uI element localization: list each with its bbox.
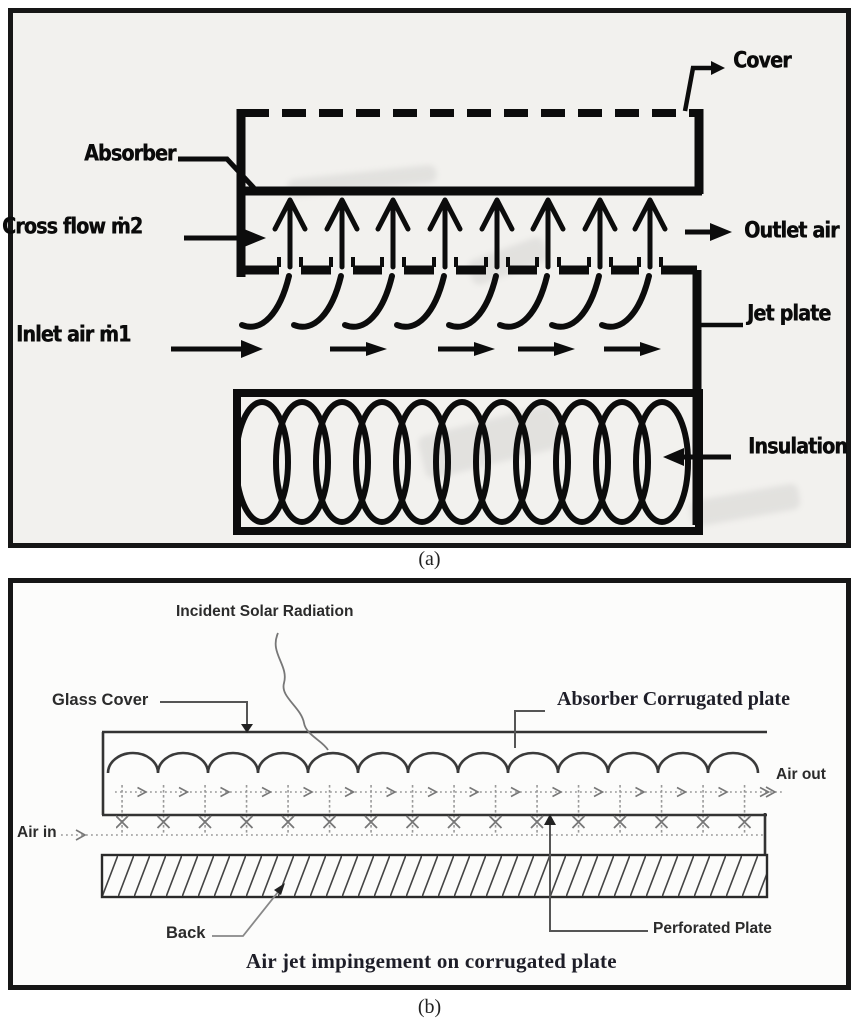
air-in-label: Air in [17, 824, 57, 841]
absorber-label: Absorber [84, 141, 176, 167]
jet-arrows [275, 200, 665, 267]
jet-plate-label: Jet plate [747, 301, 831, 327]
insulation-coil [236, 402, 688, 522]
jet-plate-line [241, 257, 697, 270]
cover-label: Cover [733, 48, 791, 74]
glass-cover-label: Glass Cover [52, 691, 149, 709]
back-plate-hatched [102, 855, 767, 897]
perforation-x-marks [116, 814, 756, 830]
back-label: Back [166, 924, 206, 942]
air-out-label: Air out [776, 766, 826, 783]
outlet-air-label: Outlet air [744, 218, 839, 244]
incident-solar-radiation-label: Incident Solar Radiation [176, 603, 354, 620]
corrugated-absorber-wave [108, 753, 758, 773]
panel-a-caption: (a) [418, 548, 441, 570]
absorber-corrugated-plate-label: Absorber Corrugated plate [557, 688, 790, 710]
glass-cover-leader-arrow [160, 702, 253, 733]
insulation-box [237, 393, 699, 531]
cross-flow-arrow [184, 229, 266, 247]
panel-b [8, 578, 851, 990]
panel-b-diagram-caption: Air jet impingement on corrugated plate [246, 949, 617, 973]
panel-b-caption: (b) [417, 996, 442, 1018]
outlet-air-arrow [685, 223, 732, 241]
perforated-plate-label: Perforated Plate [653, 920, 772, 937]
absorber-corrugated-leader-line [515, 711, 545, 748]
inlet-air-label: Inlet air ṁ1 [16, 322, 131, 348]
cover-leader-arrow [685, 61, 725, 111]
inlet-channel-arrows [330, 342, 661, 356]
panel-b-drawing [13, 583, 846, 985]
cross-flow-label: Cross flow ṁ2 [2, 214, 143, 240]
jet-feed-curves [242, 276, 649, 327]
panel-a-drawing [13, 13, 846, 543]
panel-a [8, 8, 851, 548]
inlet-air-arrow [171, 340, 263, 358]
insulation-label: Insulation [748, 434, 847, 460]
